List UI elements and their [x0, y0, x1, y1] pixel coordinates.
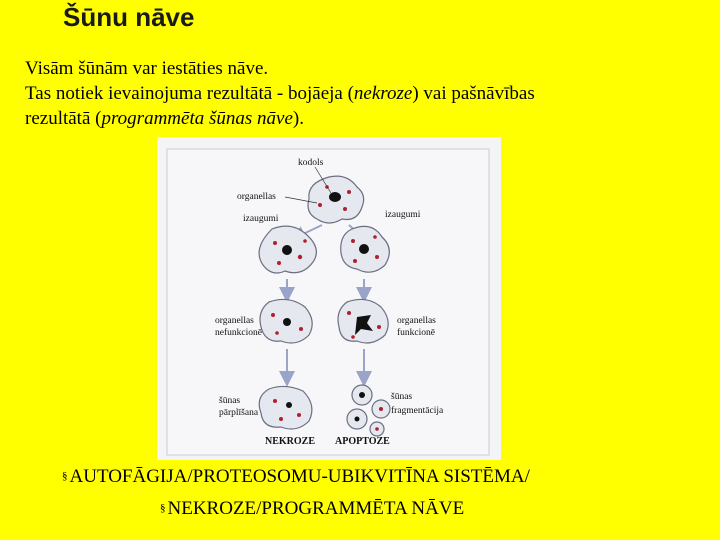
bullet-marker: §	[62, 470, 68, 482]
intro-line-3: rezultātā (programmēta šūnas nāve).	[25, 108, 304, 129]
label-sunas-fragmentacija-2: fragmentācija	[391, 406, 444, 416]
label-organellas-nefunkcione-1: organellas	[215, 316, 254, 326]
label-izaugumi-left: izaugumi	[243, 214, 279, 224]
label-kodols: kodols	[298, 158, 324, 168]
intro-line-2: Tas notiek ievainojuma rezultātā - bojāeja (nekroze) vai pašnāvības	[25, 83, 535, 104]
label-organellas: organellas	[237, 192, 276, 202]
label-organellas-funkcione-2: funkcionē	[397, 328, 435, 338]
term-programmeta-nave: programmēta šūnas nāve	[101, 108, 293, 129]
bullet-marker: §	[160, 502, 166, 514]
label-sunas-plisums-1: šūnas	[219, 396, 241, 406]
label-organellas-nefunkcione-2: nefunkcionē	[215, 328, 262, 338]
label-izaugumi-right: izaugumi	[385, 210, 421, 220]
apoptosis-functional-cell	[338, 299, 388, 343]
label-organellas-funkcione-1: organellas	[397, 316, 436, 326]
label-nekroze: NEKROZE	[265, 436, 316, 447]
necrosis-organelle-failure-cell	[260, 299, 312, 343]
term-nekroze: nekroze	[353, 83, 413, 104]
bullet-text-2: NEKROZE/PROGRAMMĒTA NĀVE	[167, 498, 465, 519]
bullet-text-1: AUTOFĀGIJA/PROTEOSOMU-UBIKVITĪNA SISTĒMA/	[69, 466, 530, 487]
necrosis-rupture-cell	[259, 386, 312, 429]
label-sunas-fragmentacija-1: šūnas	[391, 392, 413, 402]
bullet-item-2	[160, 494, 464, 523]
label-apoptoze: APOPTOZE	[335, 436, 390, 447]
cell-death-diagram	[157, 137, 501, 460]
cell-death-diagram-svg	[157, 137, 501, 460]
bullet-item-1	[62, 462, 530, 491]
slide-title: Šūnu nāve	[63, 2, 195, 32]
intro-text	[25, 56, 705, 131]
intro-line-1: Visām šūnām var iestāties nāve.	[25, 58, 269, 79]
label-sunas-plisums-2: pārplīšana	[219, 408, 259, 418]
